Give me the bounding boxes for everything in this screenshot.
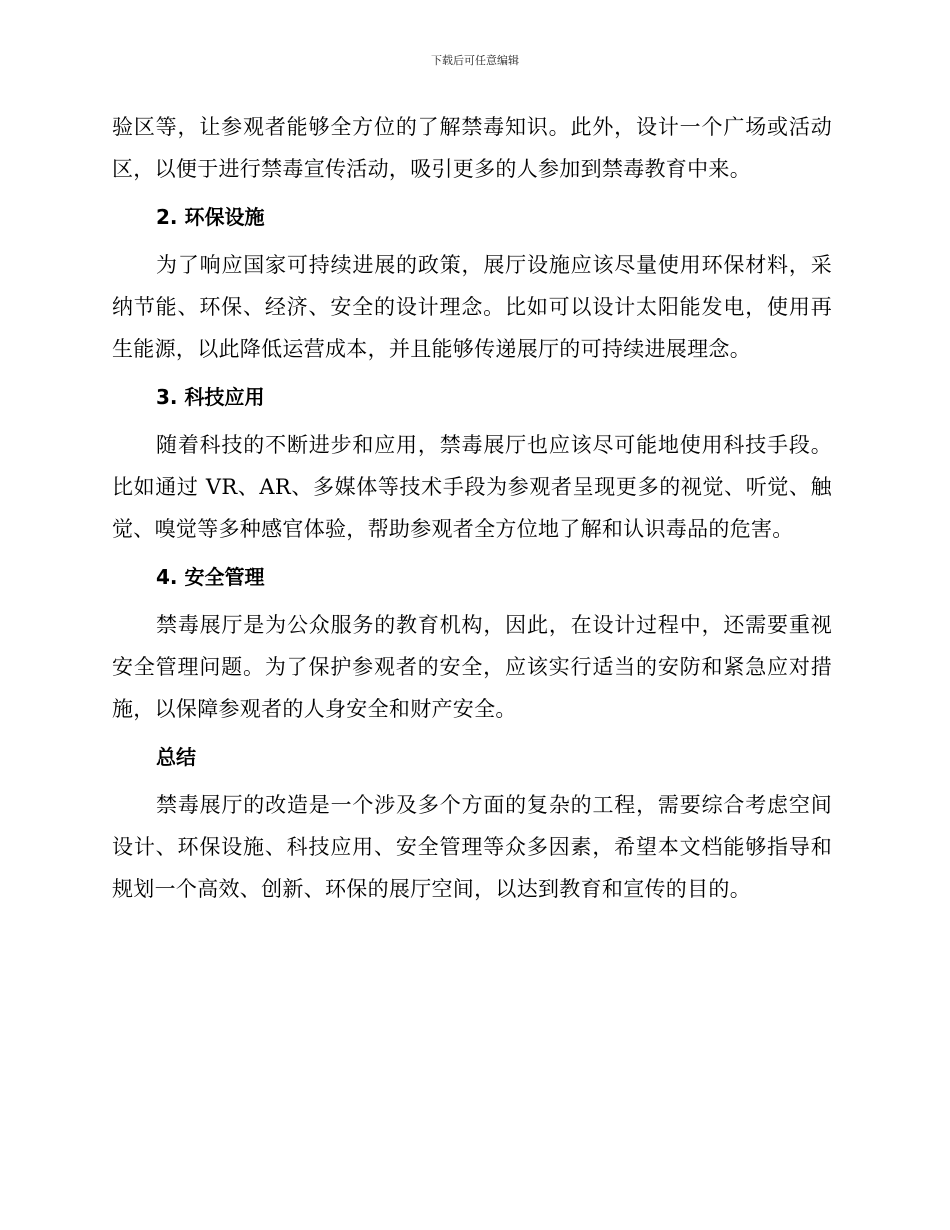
paragraph-technology-application: 随着科技的不断进步和应用，禁毒展厅也应该尽可能地使用科技手段。比如通过 VR、AR、多媒体等技术手段为参观者呈现更多的视觉、听觉、触觉、嗅觉等多种感官体验，帮助参观者全方位地了解和认识毒品的危害。	[112, 433, 832, 541]
paragraph-continuation: 验区等，让参观者能够全方位的了解禁毒知识。此外，设计一个广场或活动区，以便于进行禁毒宣传活动，吸引更多的人参加到禁毒教育中来。	[112, 115, 832, 181]
section-heading-environmental-facilities: 2. 环保设施	[156, 205, 265, 229]
section-heading-safety-management: 4. 安全管理	[156, 565, 265, 589]
document-body	[112, 106, 832, 910]
paragraph-environmental-facilities: 为了响应国家可持续进展的政策，展厅设施应该尽量使用环保材料，采纳节能、环保、经济、安全的设计理念。比如可以设计太阳能发电，使用再生能源，以此降低运营成本，并且能够传递展厅的可持续进展理念。	[112, 253, 832, 361]
section-heading-summary: 总结	[156, 745, 196, 769]
page-header: 下载后可任意编辑	[431, 54, 519, 67]
paragraph-summary: 禁毒展厅的改造是一个涉及多个方面的复杂的工程，需要综合考虑空间设计、环保设施、科技应用、安全管理等众多因素，希望本文档能够指导和规划一个高效、创新、环保的展厅空间，以达到教育和宣传的目的。	[112, 793, 832, 901]
paragraph-safety-management: 禁毒展厅是为公众服务的教育机构，因此，在设计过程中，还需要重视安全管理问题。为了保护参观者的安全，应该实行适当的安防和紧急应对措施，以保障参观者的人身安全和财产安全。	[112, 613, 832, 721]
section-heading-technology-application: 3. 科技应用	[156, 385, 265, 409]
